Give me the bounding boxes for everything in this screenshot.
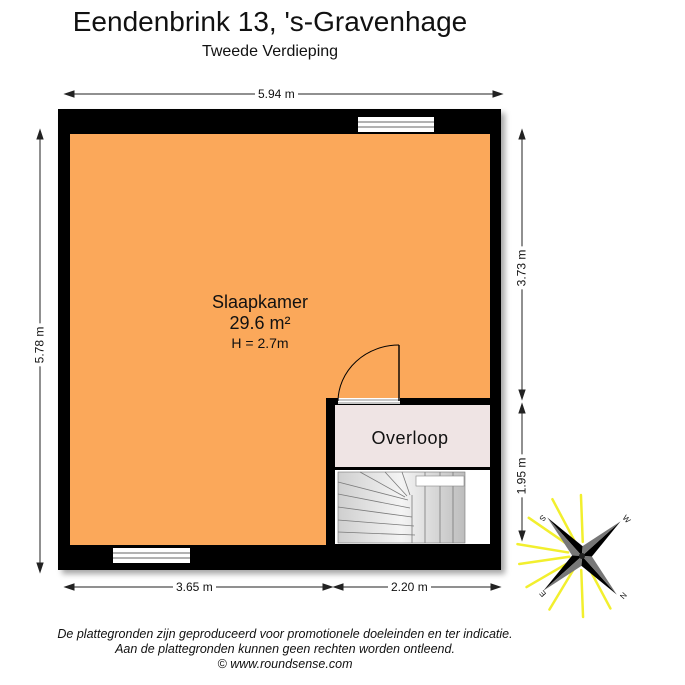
bedroom-label bbox=[180, 292, 340, 352]
compass-label-e: E bbox=[537, 588, 548, 599]
compass-label-w: W bbox=[620, 513, 633, 525]
staircase bbox=[335, 470, 490, 544]
copyright: © www.roundsense.com bbox=[217, 657, 353, 671]
bedroom-name: Slaapkamer bbox=[211, 292, 309, 312]
bedroom-ceiling-height: H = 2.7m bbox=[231, 335, 289, 351]
compass-label-s: S bbox=[537, 513, 548, 524]
disclaimer-line-1: De plattegronden zijn geproduceerd voor promotionele doeleinden en ter indicatie. bbox=[57, 627, 513, 641]
disclaimer bbox=[0, 627, 570, 672]
dim-bottom-left: 3.65 m bbox=[173, 580, 216, 594]
landing-label: Overloop bbox=[371, 428, 449, 448]
compass bbox=[493, 474, 659, 641]
dim-top-width: 5.94 m bbox=[255, 87, 298, 101]
window-top bbox=[358, 117, 434, 132]
plan-title: Eendenbrink 13, 's-Gravenhage bbox=[72, 6, 468, 37]
compass-label-n: N bbox=[618, 590, 629, 601]
dim-left-height: 5.78 m bbox=[32, 324, 46, 367]
disclaimer-line-2: Aan de plattegronden kunnen geen rechten worden ontleend. bbox=[115, 642, 455, 656]
bedroom-area: 29.6 m² bbox=[229, 313, 291, 333]
dim-right-lower: 1.95 m bbox=[514, 455, 528, 498]
window-bottom bbox=[113, 548, 190, 563]
floor-name: Tweede Verdieping bbox=[201, 43, 339, 60]
dim-bottom-right: 2.20 m bbox=[388, 580, 431, 594]
dim-right-upper: 3.73 m bbox=[514, 247, 528, 290]
